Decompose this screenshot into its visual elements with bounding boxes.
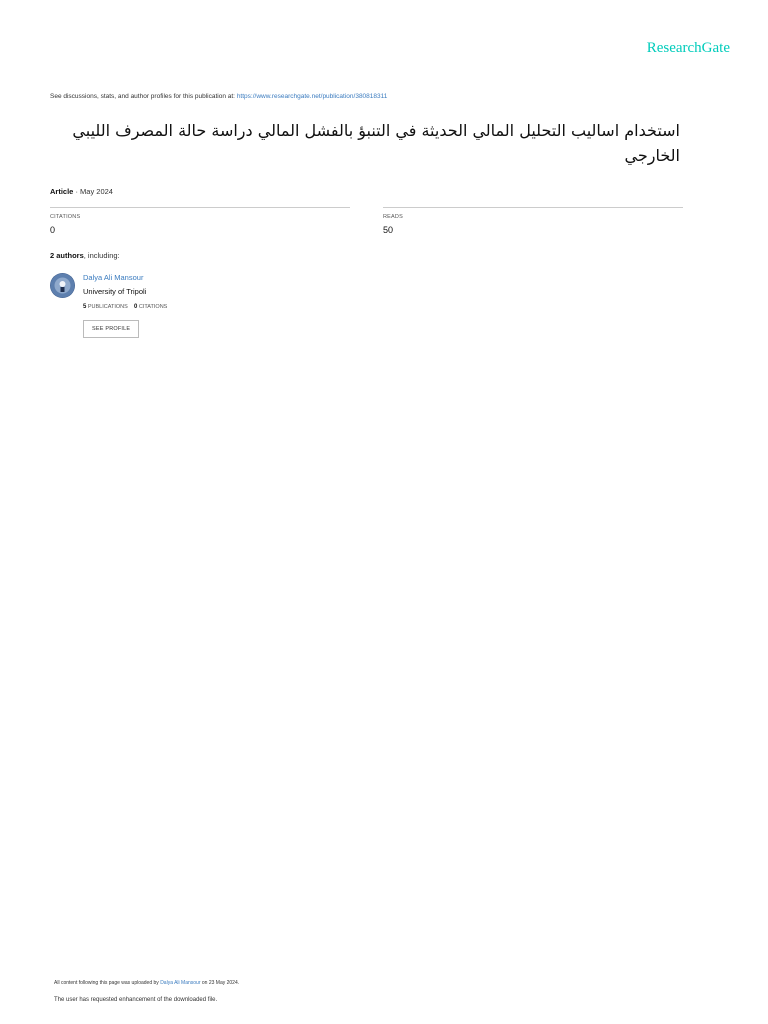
author-citations-count: 0 — [133, 304, 138, 310]
reads-stat — [383, 207, 683, 235]
publication-url-link[interactable]: https://www.researchgate.net/publication/380818311 — [236, 93, 388, 100]
footer-upload-suffix: on 23 May 2024. — [201, 980, 240, 986]
publication-meta — [50, 187, 113, 196]
author-publications-label: PUBLICATIONS — [87, 304, 128, 310]
reads-value: 50 — [383, 225, 394, 235]
author-name-link[interactable]: Dalya Ali Mansour — [83, 273, 144, 282]
footer-upload-prefix: All content following this page was uploaded by — [54, 980, 159, 986]
source-prefix: See discussions, stats, and author profiles for this publication at: — [50, 93, 235, 100]
reads-label: READS — [383, 214, 403, 220]
authors-count: 2 authors — [50, 251, 84, 260]
footer-upload-line — [54, 980, 239, 986]
author-affiliation: University of Tripoli — [83, 287, 147, 296]
authors-including: , including: — [83, 251, 120, 260]
avatar-icon[interactable] — [50, 273, 75, 298]
author-stats — [83, 304, 167, 310]
source-line — [50, 93, 387, 100]
researchgate-logo[interactable]: ResearchGate — [646, 40, 730, 56]
citations-stat — [50, 207, 350, 235]
author-publications-count: 5 — [83, 304, 87, 310]
authors-heading — [50, 251, 120, 260]
footer-uploader-link[interactable]: Dalya Ali Mansour — [160, 980, 201, 986]
publication-type: Article — [50, 187, 74, 196]
publication-title: استخدام اساليب التحليل المالي الحديثة في التنبؤ بالفشل المالي دراسة حالة المصرف الليبي الخارجي — [72, 121, 680, 165]
author-citations-label: CITATIONS — [138, 304, 168, 310]
see-profile-button[interactable]: SEE PROFILE — [83, 320, 139, 338]
citations-value: 0 — [50, 225, 56, 235]
footer-note: The user has requested enhancement of the downloaded file. — [54, 997, 218, 1003]
citations-label: CITATIONS — [50, 214, 81, 220]
publication-date: · May 2024 — [75, 187, 113, 196]
